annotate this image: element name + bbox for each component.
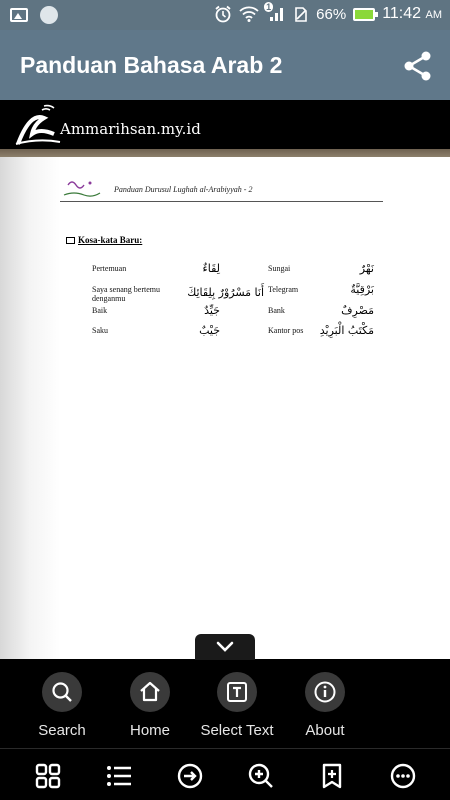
vocab-id-5: Sungai xyxy=(268,264,291,273)
zoom-in-icon[interactable] xyxy=(247,762,275,790)
vocab-ar-4: جَيْبٌ xyxy=(199,324,220,337)
home-label: Home xyxy=(129,722,170,739)
site-url: Ammarihsan.my.id xyxy=(60,120,201,138)
home-button[interactable] xyxy=(105,672,195,739)
signal-badge: 1 xyxy=(266,2,272,12)
no-sim-icon xyxy=(293,5,309,23)
bookmark-add-icon[interactable] xyxy=(318,762,346,790)
select-text-label: Select Text xyxy=(200,722,274,739)
info-icon xyxy=(313,680,337,704)
vocab-ar-6: بَرْقِيَّةٌ xyxy=(350,283,374,296)
text-select-icon xyxy=(225,680,249,704)
document-logo xyxy=(60,175,104,203)
battery-percent: 66% xyxy=(316,5,347,23)
grid-icon[interactable] xyxy=(34,762,62,790)
list-icon[interactable] xyxy=(105,762,133,790)
site-logo xyxy=(14,104,62,148)
vocab-id-2: Saya senang bertemu denganmu xyxy=(92,285,160,303)
wifi-icon xyxy=(239,5,259,23)
alarm-icon xyxy=(214,5,232,23)
share-icon[interactable] xyxy=(402,50,434,82)
vocab-id-1: Pertemuan xyxy=(92,264,127,273)
search-icon xyxy=(50,680,74,704)
bottom-toolbar xyxy=(0,660,450,748)
go-to-page-icon[interactable] xyxy=(176,762,204,790)
chevron-down-icon xyxy=(215,640,235,654)
clock: 11:42 AM xyxy=(382,5,442,22)
vocab-ar-8: مَكْتَبُ الْبَرِيْدِ xyxy=(319,324,374,337)
header-rule xyxy=(60,201,383,202)
vocab-id-3: Baik xyxy=(92,306,108,315)
document-viewer[interactable] xyxy=(0,157,450,659)
search-button[interactable] xyxy=(17,672,107,739)
about-label: About xyxy=(305,722,345,739)
collapse-toolbar-button[interactable] xyxy=(195,634,255,660)
search-label: Search xyxy=(38,722,86,739)
signal-icon xyxy=(266,2,286,23)
about-button[interactable] xyxy=(280,672,370,739)
battery-icon xyxy=(353,8,375,21)
vocab-ar-7: مَصْرِفٌ xyxy=(341,304,374,317)
vocab-id-6: Telegram xyxy=(268,285,299,294)
app-notification-icon xyxy=(40,6,58,24)
book-icon xyxy=(66,237,75,244)
more-icon[interactable] xyxy=(389,762,417,790)
document-header: Panduan Durusul Lughah al-Arabiyyah - 2 xyxy=(114,185,253,194)
vocab-id-8: Kantor pos xyxy=(268,326,304,335)
vocab-ar-1: لِقَاءٌ xyxy=(202,262,220,275)
bottom-navbar xyxy=(0,749,450,800)
gallery-notification-icon xyxy=(10,8,28,22)
vocab-ar-5: نَهْرٌ xyxy=(359,262,374,275)
app-title: Panduan Bahasa Arab 2 xyxy=(20,52,283,78)
site-banner xyxy=(0,100,450,152)
vocab-ar-3: جَيِّدٌ xyxy=(204,304,220,317)
section-heading: Kosa-kata Baru: xyxy=(66,235,142,245)
vocab-ar-2: أَنَا مَسْرُوْرٌ بِلِقَائِكَ xyxy=(187,286,264,299)
document-page[interactable] xyxy=(0,157,450,659)
wood-divider xyxy=(0,149,450,157)
vocab-id-4: Saku xyxy=(92,326,108,335)
select-text-button[interactable] xyxy=(192,672,282,739)
app-bar xyxy=(0,30,450,100)
status-bar xyxy=(0,0,450,30)
vocab-id-7: Bank xyxy=(268,306,285,315)
home-icon xyxy=(138,680,162,704)
